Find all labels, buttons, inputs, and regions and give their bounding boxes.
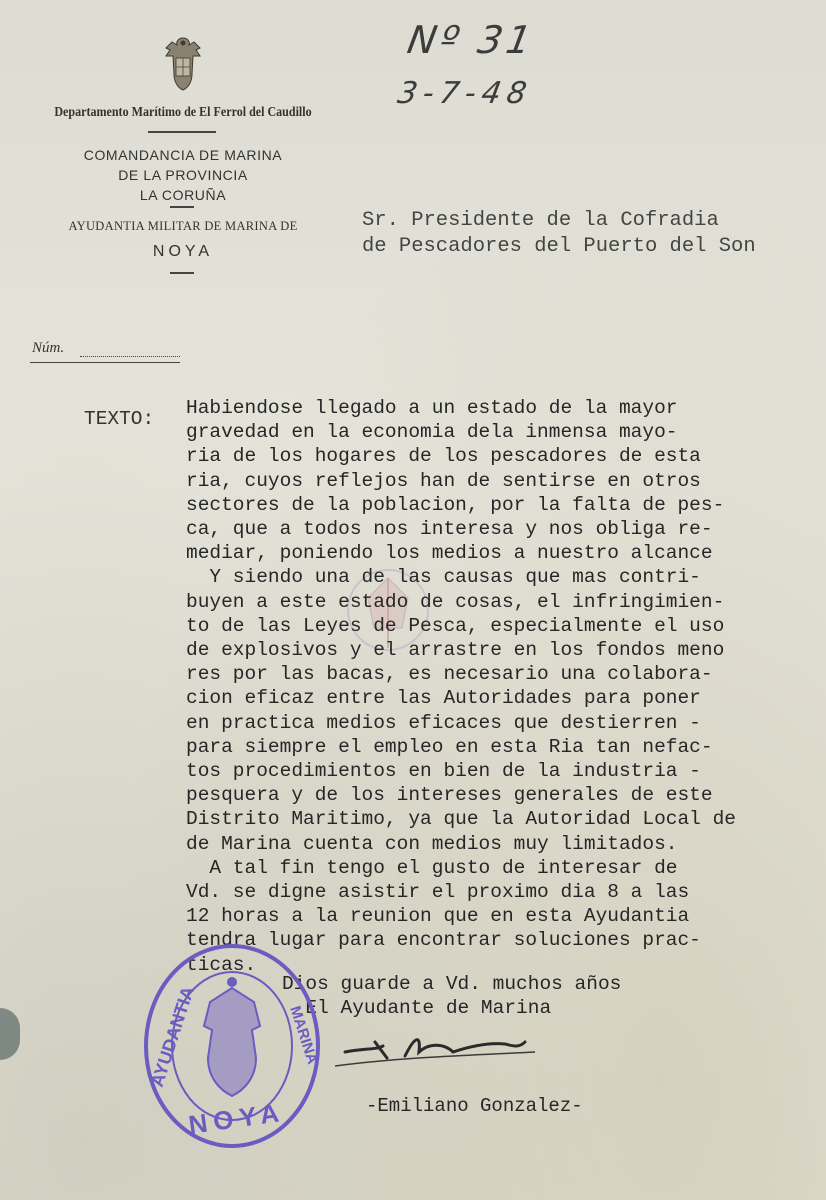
command-line: COMANDANCIA DE MARINA [83,147,283,163]
body-line: A tal fin tengo el gusto de interesar de [186,856,678,879]
command-block [30,145,336,205]
body-line: to de las Leyes de Pesca, especialmente el uso [186,614,725,637]
number-dotted-line [80,356,180,357]
handwritten-date: 3-7-48 [394,76,536,111]
office-title: AYUDANTIA MILITAR DE MARINA DE [68,219,298,233]
letterhead-divider [170,206,194,208]
body-line: de explosivos y el arrastre en los fondos meno [186,639,725,662]
body-line: Distrito Maritimo, ya que la Autoridad Local de [186,808,736,831]
body-line: ria, cuyos reflejos han de sentirse en otros [186,469,701,492]
command-line: DE LA PROVINCIA [118,167,248,183]
closing-line: El Ayudante de Marina [282,997,552,1020]
body-line: cion eficaz entre las Autoridades para poner [186,687,701,710]
body-line: 12 horas a la reunion que en esta Ayudantia [186,905,690,928]
stamp-text-bottom: NOYA [186,1096,287,1140]
number-underline [30,362,180,363]
letter-body [186,396,736,977]
body-line: en practica medios eficaces que destierren - [186,711,701,734]
coat-of-arms-icon [160,34,206,92]
office-town: NOYA [152,243,214,260]
body-line: Habiendose llegado a un estado de la mayor [186,397,678,419]
body-line: res por las bacas, es necesario una colabora- [186,663,713,686]
body-line: mediar, poniendo los medios a nuestro alcance [186,542,713,565]
closing-line: Dios guarde a Vd. muchos años [282,973,622,995]
stamp-text-right: MARINA [286,1003,321,1067]
body-line: tendra lugar para encontrar soluciones prac- [186,929,701,952]
department-title: Departamento Marítimo de El Ferrol del Caudillo [54,105,312,120]
body-line: ria de los hogares de los pescadores de esta [186,445,701,468]
body-line: ca, que a todos nos interesa y nos obliga re- [186,518,713,541]
closing-block [282,972,621,1020]
body-line: para siempre el empleo en esta Ria tan nefac- [186,735,713,758]
body-line: ticas. [186,953,257,976]
letterhead-divider [170,272,194,274]
body-line: Y siendo una de las causas que mas contri- [186,566,701,589]
body-line: Vd. se digne asistir el proximo dia 8 a las [186,881,690,904]
body-line: gravedad en la economia dela inmensa mayo- [186,421,678,444]
stamp-text-left: AYUDANTIA [146,983,199,1090]
body-line: buyen a este estado de cosas, el infringimien- [186,590,725,613]
command-line: LA CORUÑA [139,187,227,203]
signatory-name: -Emiliano Gonzalez- [366,1095,583,1117]
addressee-line: Sr. Presidente de la Cofradia [362,209,719,232]
body-line: de Marina cuenta con medios muy limitados. [186,832,678,855]
official-stamp [138,938,326,1154]
addressee-line: de Pescadores del Puerto del Son [362,235,756,258]
number-label: Núm. [32,340,65,356]
handwritten-number: Nº 31 [404,18,539,62]
texto-label: TEXTO: [84,408,155,430]
edge-punch-mark [0,1008,20,1060]
body-line: tos procedimientos en bien de la industria - [186,760,701,783]
addressee-block [362,208,756,260]
body-line: pesquera y de los intereses generales de este [186,784,713,807]
handwritten-signature [335,1022,535,1072]
letterhead-divider [148,131,216,133]
body-line: sectores de la poblacion, por la falta de pes- [186,493,725,516]
